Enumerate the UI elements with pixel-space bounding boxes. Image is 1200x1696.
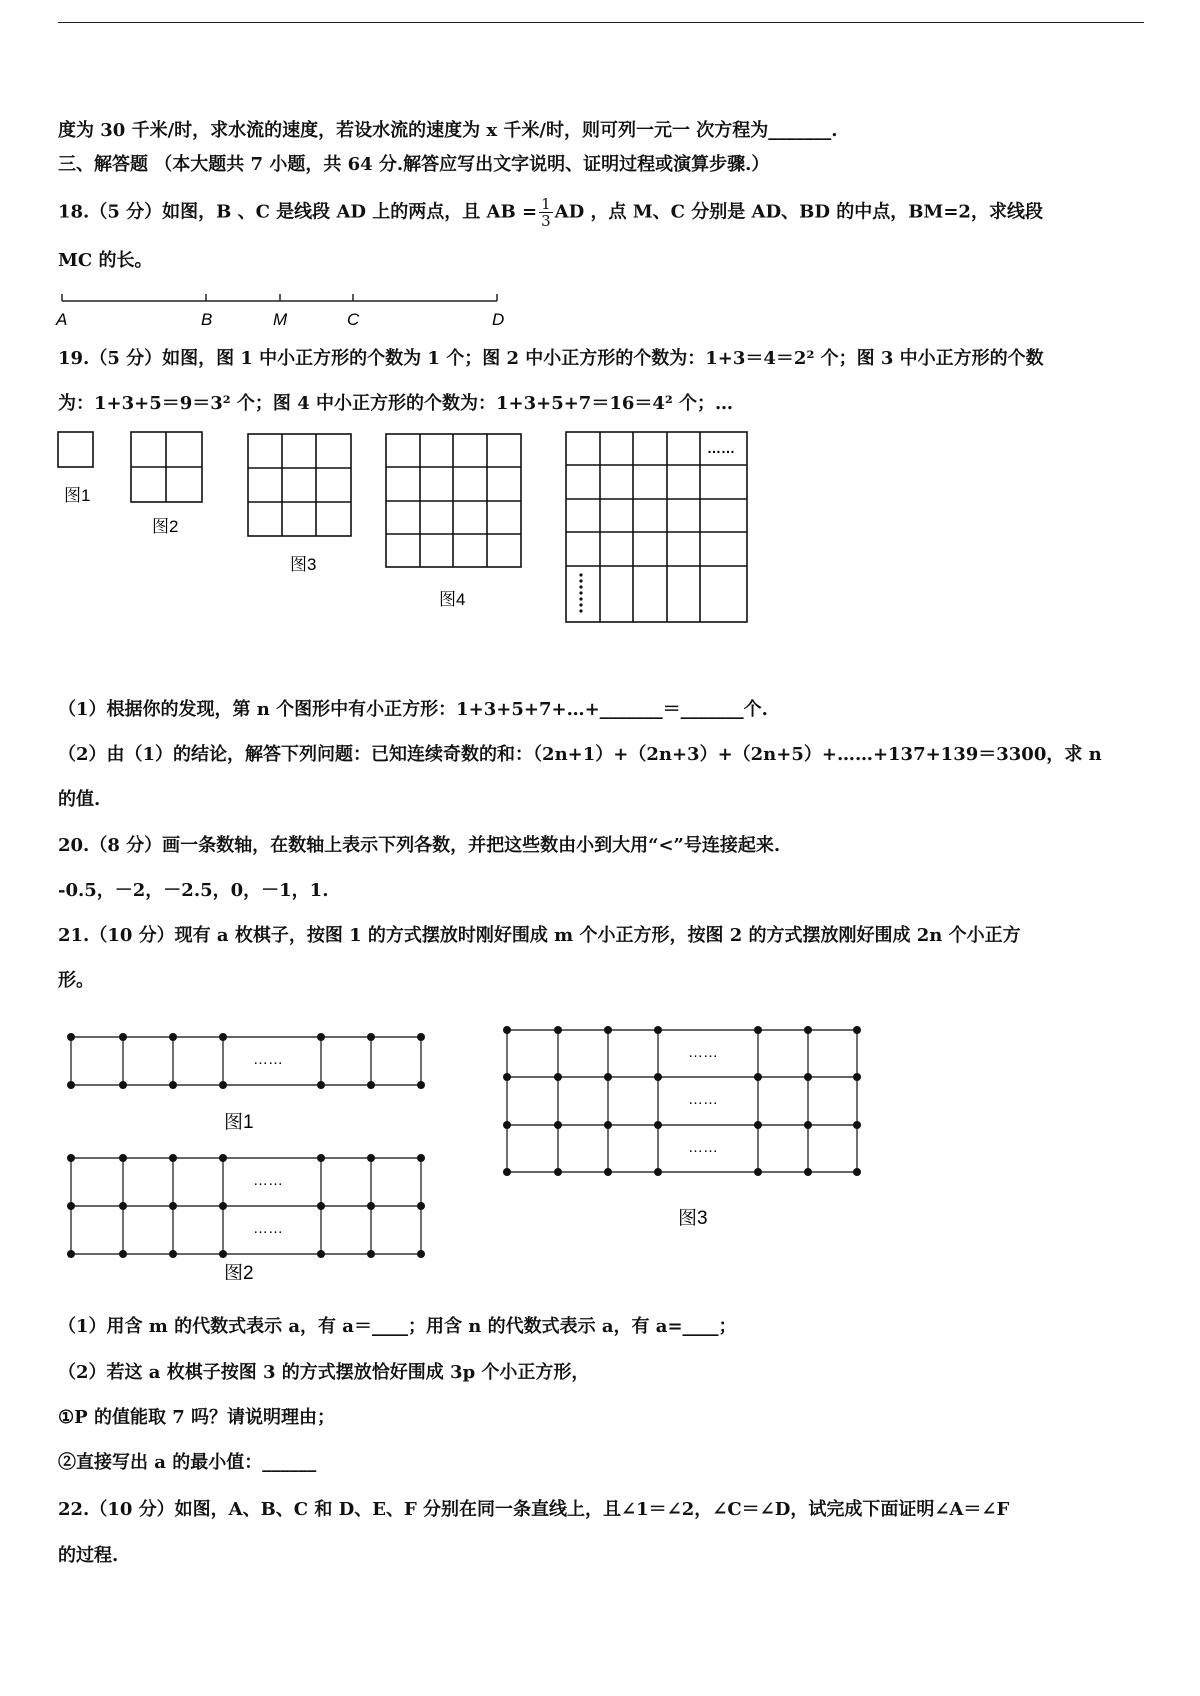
fraction-one-third: $\frac{1}{3}$ xyxy=(541,195,551,230)
fig21-caption-1: 图1 xyxy=(224,1112,254,1133)
line-continuation: 度为 30 千米/时，求水流的速度，若设水流的速度为 x 千米/时，则可列一元一 次方程为_______. xyxy=(58,120,838,141)
point-label-c: C xyxy=(347,310,360,329)
q21-line2: 形。 xyxy=(58,970,94,991)
fig19-caption-3: 图3 xyxy=(290,555,317,574)
fig19-caption-2: 图2 xyxy=(152,517,179,536)
q19-line1: 19.（5 分）如图，图 1 中小正方形的个数为 1 个；图 2 中小正方形的个数为：1+3＝4＝2² 个；图 3 中小正方形的个数 xyxy=(58,348,1044,369)
q20-line2: -0.5，－2，－2.5，0，－1，1. xyxy=(58,880,329,901)
q21-circled-1: ①P 的值能取 7 吗？请说明理由； xyxy=(58,1407,335,1428)
q18-segment-figure xyxy=(55,288,525,332)
q19-line2: 为：1+3+5＝9＝3² 个；图 4 中小正方形的个数为：1+3+5+7＝16＝4² 个；… xyxy=(58,393,734,414)
fig1-dots: …… xyxy=(253,1051,283,1068)
q19-part2-line2: 的值. xyxy=(58,789,101,810)
fig5-dots-vertical xyxy=(579,573,582,612)
point-label-m: M xyxy=(273,310,288,329)
fig19-caption-1: 图1 xyxy=(64,486,91,505)
q21-circled-2: ②直接写出 a 的最小值：______ xyxy=(58,1452,317,1473)
q18-line2: MC 的长。 xyxy=(58,250,153,271)
q20-line1: 20.（8 分）画一条数轴，在数轴上表示下列各数，并把这些数由小到大用“<”号连接起来. xyxy=(58,835,781,856)
header-rule xyxy=(58,22,1144,23)
q22-line1: 22.（10 分）如图，A、B、C 和 D、E、F 分别在同一条直线上，且∠1＝∠2，∠C＝∠D，试完成下面证明∠A＝∠F xyxy=(58,1499,1010,1520)
q21-part2: （2）若这 a 枚棋子按图 3 的方式摆放恰好围成 3p 个小正方形， xyxy=(58,1362,590,1383)
point-label-d: D xyxy=(492,310,505,329)
fig2-dots-row2: …… xyxy=(253,1220,283,1237)
q21-part1: （1）用含 m 的代数式表示 a，有 a＝____；用含 n 的代数式表示 a，有 a=____； xyxy=(58,1316,737,1337)
fig3-dots-row1: …… xyxy=(688,1044,718,1061)
fig21-caption-3: 图3 xyxy=(678,1208,708,1229)
point-label-a: A xyxy=(56,310,68,329)
q19-square-figures xyxy=(55,425,825,685)
section-heading: 三、解答题 （本大题共 7 小题，共 64 分.解答应写出文字说明、证明过程或演算步骤.） xyxy=(58,154,770,175)
fig3-dots-row2: …… xyxy=(688,1091,718,1108)
fig19-caption-4: 图4 xyxy=(439,590,466,609)
fig3-dots-row3: …… xyxy=(688,1139,718,1156)
q21-line1: 21.（10 分）现有 a 枚棋子，按图 1 的方式摆放时刚好围成 m 个小正方形，按图 2 的方式摆放刚好围成 2n 个小正方 xyxy=(58,925,1021,946)
point-label-b: B xyxy=(201,310,213,329)
fig5-dots-horizontal: …… xyxy=(707,440,735,456)
q21-chess-figures xyxy=(55,1015,875,1280)
q19-part2-line1: （2）由（1）的结论，解答下列问题：已知连续奇数的和：（2n+1）+（2n+3）+（2n+5）+……+137+139＝3300，求 n xyxy=(58,744,1102,765)
fig2-dots-row1: …… xyxy=(253,1172,283,1189)
chess-pieces xyxy=(67,1026,861,1258)
q22-line2: 的过程. xyxy=(58,1545,119,1566)
q19-part1: （1）根据你的发现，第 n 个图形中有小正方形：1+3+5+7+…+_______＝_______个. xyxy=(58,699,768,720)
fig21-caption-2: 图2 xyxy=(224,1263,254,1280)
q18-line1: 18.（5 分）如图，B 、C 是线段 AD 上的两点，且 AB = $\frac{1}{3}$ AD ，点 M、C 分别是 AD、BD 的中点，BM=2，求线段 xyxy=(58,195,1043,230)
